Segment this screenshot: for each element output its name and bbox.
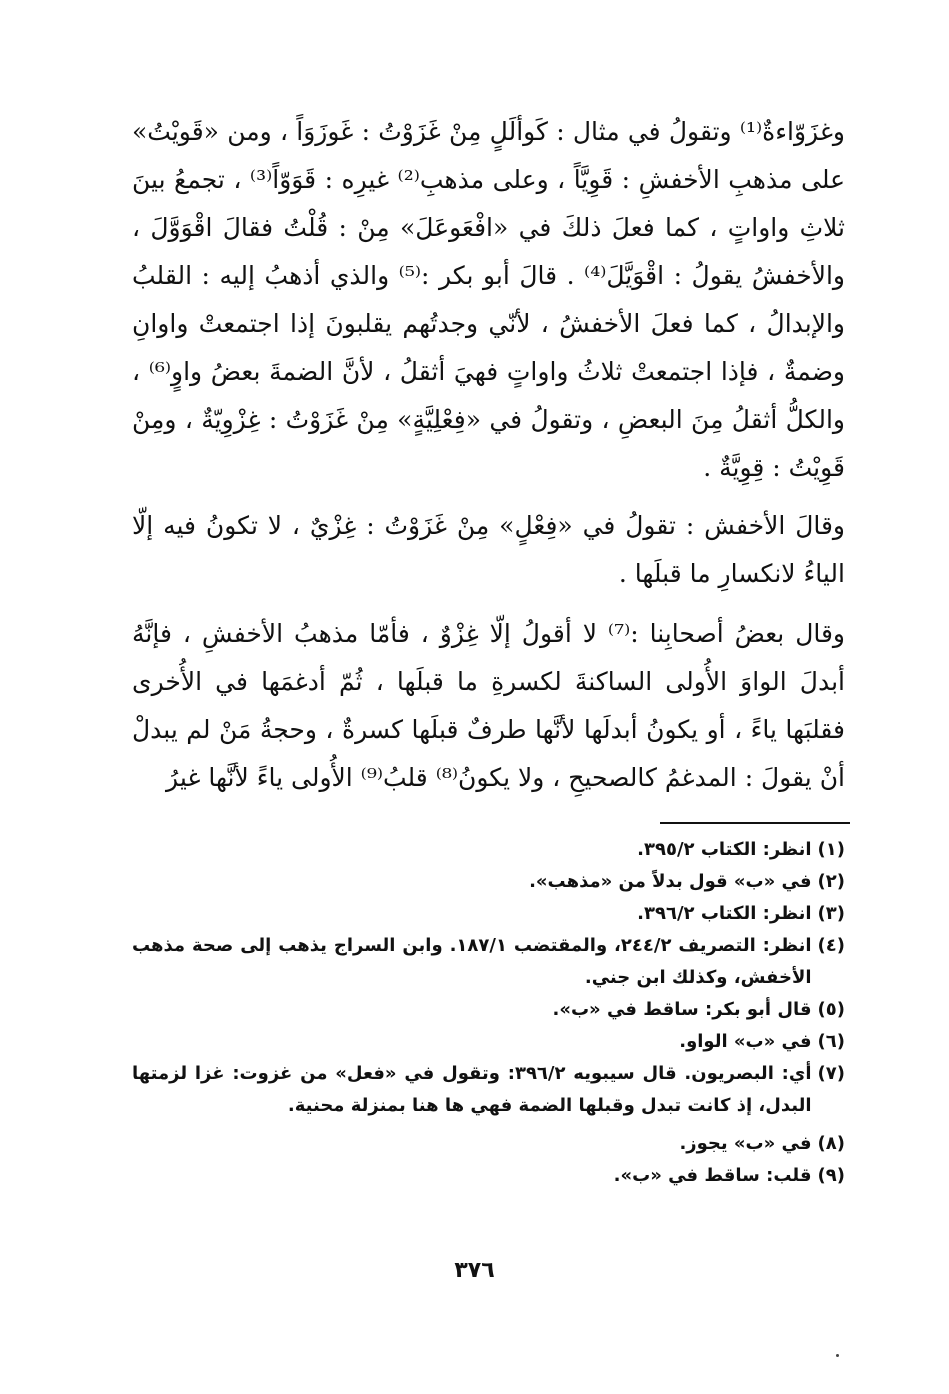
footnote-number: (١) [817,839,845,860]
footnote-text: انظر: الكتاب ٣٩٦/٢. [637,903,812,924]
footnote-text: انظر: التصريف ٢٤٤/٢، والمقتضب ١٨٧/١. وابن السراج يذهب إلى صحة مذهب الأخفش، وكذلك ابن جني. [132,935,812,988]
footnote [132,866,845,898]
footnote-text: قلب: ساقط في «ب». [613,1165,812,1186]
footnote-number: (٧) [817,1063,845,1084]
footnote-number: (٤) [817,935,845,956]
paragraph: وقالَ الأخفش : تقولُ في «فِعْلٍ» مِنْ غَزَوْتُ : غِزْيٌ ، لا تكونُ فيه إلّا الياءُ لانكسارِ ما قبلَها . [132,511,845,588]
main-text [132,108,845,802]
footnote [132,1160,845,1192]
footnote-separator [660,822,850,824]
footnote-text: في «ب» قول بدلاً من «مذهب». [529,871,812,892]
footnote-number: (٦) [817,1031,845,1052]
page-number: ٣٧٦ [454,1258,495,1283]
footnote-number: (٢) [817,871,845,892]
footnotes [132,834,845,1192]
footnote [132,1128,845,1160]
footnote-text: انظر: الكتاب ٣٩٥/٢. [637,839,812,860]
footnote-number: (٣) [817,903,845,924]
footnote-text: أي: البصريون. قال سيبويه ٣٩٦/٢: وتقول في «فعل» من غزوت: غزا لزمتها البدل، إذ كانت تبدل وقبلها الضمة فهي ها هنا بمنزلة محنية. [132,1063,812,1116]
paragraph: وقال بعضُ أصحابِنا :⁽⁷⁾ لا أقولُ إلّا غِزْوٌ ، فأمّا مذهبُ الأخفشِ ، فإنَّهُ أبدلَ الواوَ الأُولى الساكنةَ لكسرةِ ما قبلَها ، ثُمّ أدغمَها في الأُخرى فقلبَها ياءً ، أو يكونُ أبدلَها لأنَّها طرفٌ قبلَها كسرةٌ ، وحجةُ مَنْ لم يبدلْ أنْ يقولَ : المدغمُ كالصحيحِ ، ولا يكونُ⁽⁸⁾ قلبُ⁽⁹⁾ الأُولى ياءً لأنَّها غيرُ [132,619,845,792]
footnote [132,994,845,1026]
footnote-text: في «ب» الواو. [679,1031,812,1052]
footnote [132,1058,845,1122]
footnote [132,930,845,994]
footnote-text: في «ب» يجوز. [679,1133,812,1154]
scan-speck [836,1354,839,1357]
footnote [132,898,845,930]
footnote [132,1026,845,1058]
footnote-number: (٩) [817,1165,845,1186]
footnote-number: (٥) [817,999,845,1020]
paragraph: وغزَوّاءةٌ⁽¹⁾ وتقولُ في مثال : كَوألَلٍ مِنْ غَزَوْتُ : غَوزَوَاً ، ومن «قَويْتُ» على مذهبِ الأخفشِ : قَوِيَّاً ، وعلى مذهبِ⁽²⁾ غيرِه : قَوَوّاً⁽³⁾ ، تجمعُ بينَ ثلاثِ واواتٍ ، كما فعلَ ذلكَ في «افْعَوعَلَ» مِنْ : قُلْتُ فقالَ اقْوَوَّلَ ، والأخفشُ يقولُ : اقْوَيَّلَ⁽⁴⁾ . قالَ أبو بكر :⁽⁵⁾ والذي أذهبُ إليه : القلبُ والإبدالُ ، كما فعلَ الأخفشُ ، لأنّي وجدتُهم يقلبونَ إذا اجتمعتْ واوانِ وضمةٌ ، فإذا اجتمعتْ ثلاثُ واواتٍ فهيَ أثقلُ ، لأنَّ الضمةَ بعضُ واوٍ⁽⁶⁾ ، والكلُّ أثقلُ مِنَ البعضِ ، وتقولُ في «فِعْلِيَّةٍ» مِنْ غَزَوْتُ : غِزْوِيّةٌ ، ومِنْ قَوِيْتُ : قِوِيَّةٌ . [132,117,846,482]
footnote-number: (٨) [817,1133,845,1154]
footnote-text: قال أبو بكر: ساقط في «ب». [552,999,812,1020]
footnote [132,834,845,866]
